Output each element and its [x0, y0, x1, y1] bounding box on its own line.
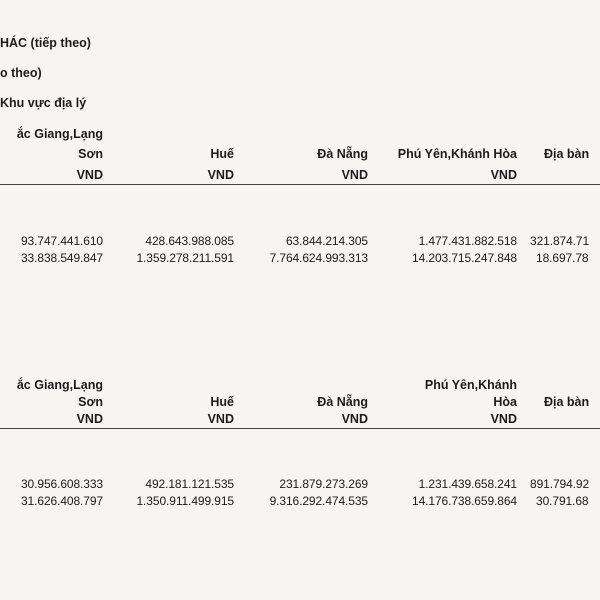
section-heading: HÁC (tiếp theo)	[0, 36, 91, 50]
col-header-danang: Đà Nẵng	[317, 395, 368, 409]
value-cell: 7.764.624.993.313	[269, 251, 368, 265]
value-cell: 1.350.911.499.915	[136, 494, 234, 508]
col-header-diaban: Địa bàn	[544, 147, 590, 161]
col-header-bacgiang-langson-line1: ắc Giang,Lạng	[16, 127, 103, 141]
col-header-phuyen-khanhhoa: Phú Yên,Khánh Hòa	[397, 147, 517, 161]
value-cell: 31.626.408.797	[20, 494, 103, 508]
geographic-area-heading: Khu vực địa lý	[0, 96, 87, 110]
col-header-danang: Đà Nẵng	[317, 147, 368, 161]
header-rule	[0, 428, 600, 429]
value-cell: 1.359.278.211.591	[136, 251, 234, 265]
unit-label: VND	[490, 412, 517, 426]
col-header-bacgiang-langson-line2: Sơn	[78, 147, 103, 161]
value-cell: 30.956.608.333	[20, 477, 103, 491]
value-cell: 93.747.441.610	[20, 234, 103, 248]
value-cell: 14.176.738.659.864	[412, 494, 517, 508]
unit-label: VND	[341, 168, 368, 182]
unit-label: VND	[76, 412, 103, 426]
value-cell: 231.879.273.269	[279, 477, 368, 491]
unit-label: VND	[207, 412, 234, 426]
col-header-bacgiang-langson-line1: ắc Giang,Lạng	[16, 378, 103, 392]
value-cell: 492.181.121.535	[145, 477, 234, 491]
col-header-phuyen-khanh-line1: Phú Yên,Khánh	[424, 378, 517, 392]
value-cell: 9.316.292.474.535	[269, 494, 368, 508]
col-header-bacgiang-langson-line2: Sơn	[78, 395, 103, 409]
value-cell: 428.643.988.085	[145, 234, 234, 248]
unit-label: VND	[341, 412, 368, 426]
col-header-diaban: Địa bàn	[544, 395, 590, 409]
value-cell: 891.794.92	[530, 477, 590, 491]
value-cell: 63.844.214.305	[285, 234, 368, 248]
col-header-hue: Huế	[210, 395, 234, 409]
col-header-hue: Huế	[210, 147, 234, 161]
value-cell: 18.697.78	[536, 251, 589, 265]
unit-label: VND	[207, 168, 234, 182]
unit-label: VND	[76, 168, 103, 182]
col-header-phuyen-khanh-line2: Hòa	[493, 395, 517, 409]
value-cell: 14.203.715.247.848	[412, 251, 517, 265]
value-cell: 1.231.439.658.241	[418, 477, 517, 491]
value-cell: 30.791.68	[536, 494, 589, 508]
value-cell: 1.477.431.882.518	[418, 234, 517, 248]
unit-label: VND	[490, 168, 517, 182]
value-cell: 33.838.549.847	[20, 251, 103, 265]
value-cell: 321.874.71	[530, 234, 590, 248]
header-rule	[0, 184, 600, 185]
subsection-heading: o theo)	[0, 66, 42, 80]
